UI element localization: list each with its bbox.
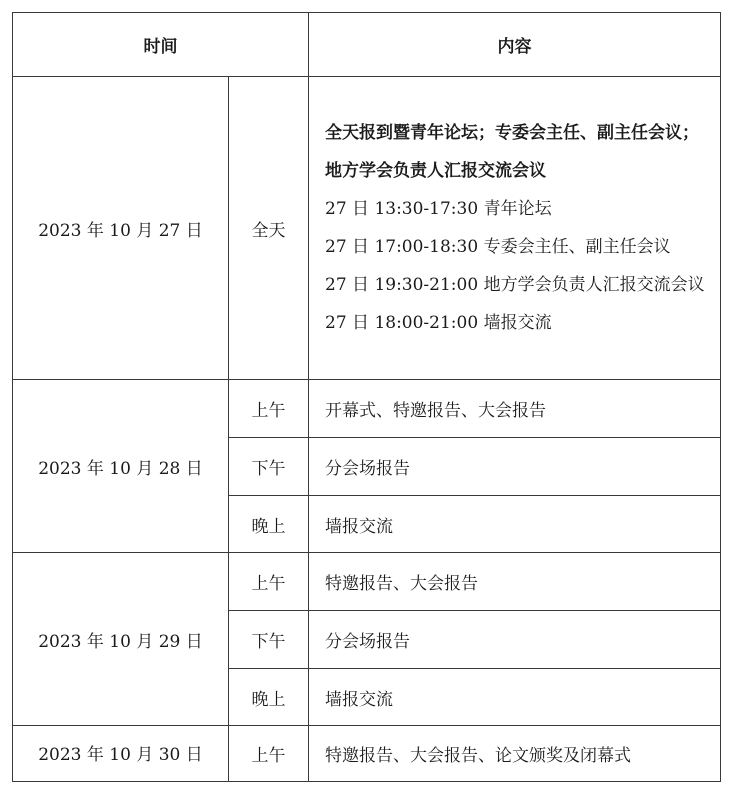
content-cell: 分会场报告 xyxy=(309,438,721,496)
content-cell: 墙报交流 xyxy=(309,496,721,553)
period-cell: 下午 xyxy=(229,611,309,669)
content-cell: 分会场报告 xyxy=(309,611,721,669)
date-cell: 2023 年 10 月 27 日 xyxy=(13,77,229,380)
table-row xyxy=(13,553,721,611)
session-headline: 全天报到暨青年论坛；专委会主任、副主任会议；地方学会负责人汇报交流会议 xyxy=(325,123,699,181)
content-cell xyxy=(309,77,721,380)
header-row xyxy=(13,13,721,77)
content-cell: 墙报交流 xyxy=(309,669,721,726)
period-cell: 下午 xyxy=(229,438,309,496)
date-cell: 2023 年 10 月 30 日 xyxy=(13,726,229,782)
header-content: 内容 xyxy=(309,13,721,77)
period-cell: 全天 xyxy=(229,77,309,380)
period-cell: 上午 xyxy=(229,380,309,438)
agenda-item: 27 日 13:30-17:30 青年论坛 xyxy=(325,199,552,219)
content-cell: 开幕式、特邀报告、大会报告 xyxy=(309,380,721,438)
agenda-item: 27 日 18:00-21:00 墙报交流 xyxy=(325,313,552,333)
agenda-item: 27 日 19:30-21:00 地方学会负责人汇报交流会议 xyxy=(325,275,705,295)
period-cell: 晚上 xyxy=(229,669,309,726)
date-cell: 2023 年 10 月 29 日 xyxy=(13,553,229,726)
table-row xyxy=(13,726,721,782)
agenda-item: 27 日 17:00-18:30 专委会主任、副主任会议 xyxy=(325,237,671,257)
period-cell: 上午 xyxy=(229,726,309,782)
period-cell: 晚上 xyxy=(229,496,309,553)
table-row xyxy=(13,77,721,380)
date-cell: 2023 年 10 月 28 日 xyxy=(13,380,229,553)
content-cell: 特邀报告、大会报告 xyxy=(309,553,721,611)
content-cell: 特邀报告、大会报告、论文颁奖及闭幕式 xyxy=(309,726,721,782)
schedule-table xyxy=(12,12,721,782)
header-time: 时间 xyxy=(13,13,309,77)
period-cell: 上午 xyxy=(229,553,309,611)
table-row xyxy=(13,380,721,438)
